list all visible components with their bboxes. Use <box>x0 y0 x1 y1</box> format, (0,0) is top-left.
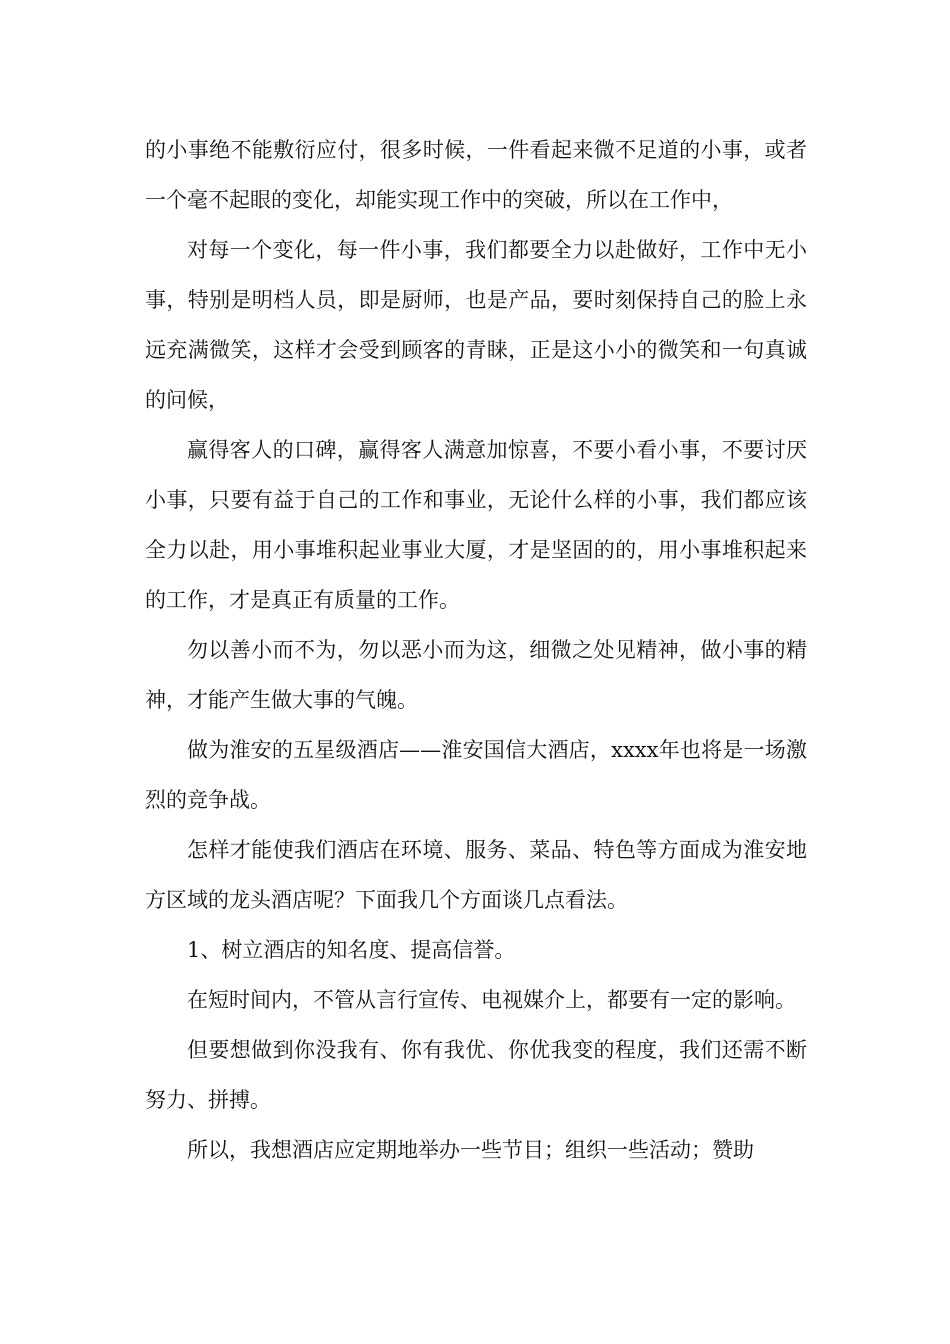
paragraph-5: 做为淮安的五星级酒店——淮安国信大酒店，xxxx年也将是一场激烈的竞争战。 <box>145 738 807 812</box>
paragraph-7: 1、树立酒店的知名度、提高信誉。 <box>187 938 516 962</box>
paragraph-6: 怎样才能使我们酒店在环境、服务、菜品、特色等方面成为淮安地方区域的龙头酒店呢？下面我几个方面谈几点看法。 <box>145 838 807 912</box>
paragraph-8: 在短时间内，不管从言行宣传、电视媒介上，都要有一定的影响。 <box>187 988 796 1012</box>
paragraph-3: 赢得客人的口碑，赢得客人满意加惊喜，不要小看小事，不要讨厌小事，只要有益于自己的工作和事业，无论什么样的小事，我们都应该全力以赴，用小事堆积起业事业大厦，才是坚固的的，用小事堆积起来的工作，才是真正有质量的工作。 <box>145 438 807 612</box>
paragraph-2: 对每一个变化，每一件小事，我们都要全力以赴做好，工作中无小事，特别是明档人员，即是厨师，也是产品，要时刻保持自己的脸上永远充满微笑，这样才会受到顾客的青睐，正是这小小的微笑和一句真诚的问候， <box>145 238 807 412</box>
document-page <box>145 125 807 1175</box>
paragraph-10: 所以，我想酒店应定期地举办一些节目；组织一些活动；赞助 <box>187 1138 754 1162</box>
paragraph-1: 的小事绝不能敷衍应付，很多时候，一件看起来微不足道的小事，或者一个毫不起眼的变化，却能实现工作中的突破，所以在工作中， <box>145 138 807 212</box>
paragraph-4: 勿以善小而不为，勿以恶小而为这，细微之处见精神，做小事的精神，才能产生做大事的气魄。 <box>145 638 807 712</box>
paragraph-9: 但要想做到你没我有、你有我优、你优我变的程度，我们还需不断努力、拼搏。 <box>145 1038 807 1112</box>
